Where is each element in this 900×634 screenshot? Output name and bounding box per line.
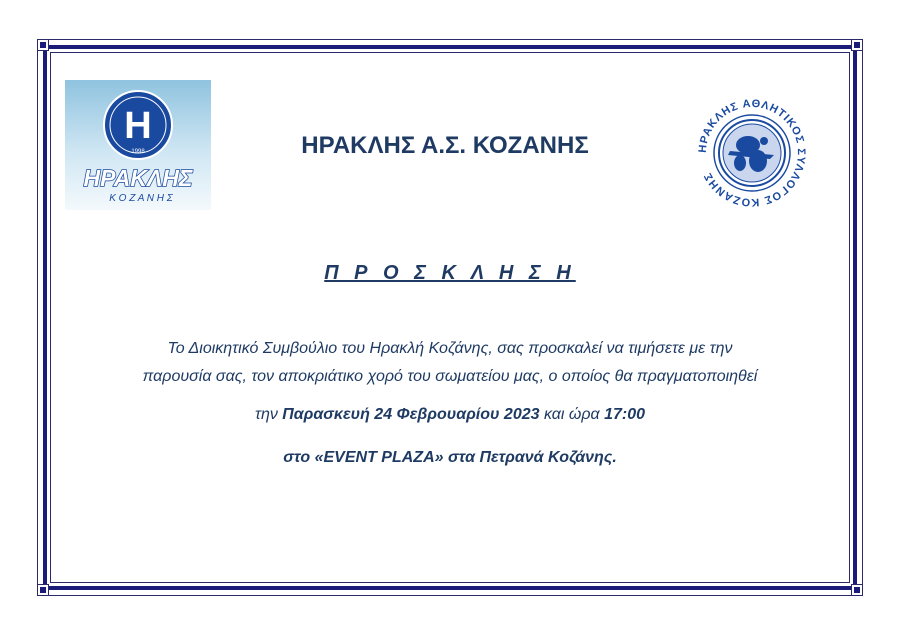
page-title: ΗΡΑΚΛΗΣ Α.Σ. ΚΟΖΑΝΗΣ — [301, 132, 589, 159]
logo-city: Κ Ο Ζ Α Ν Η Σ — [109, 193, 173, 204]
corner-ornament-top-right — [851, 39, 863, 51]
seal-ring-text: ΗΡΑΚΛΗΣ ΑΘΛΗΤΙΚΟΣ ΣΥΛΛΟΓΟΣ ΚΟΖΑΝΗΣ — [696, 97, 808, 209]
invitation-heading: Π Ρ Ο Σ Κ Λ Η Σ Η — [324, 262, 576, 284]
corner-ornament-bottom-left — [37, 584, 49, 596]
event-time: 17:00 — [604, 406, 646, 423]
logo-year: 1998 — [131, 149, 145, 155]
corner-ornament-top-left — [37, 39, 49, 51]
event-venue: στο «EVENT PLAZA» στα Πετρανά Κοζάνης. — [283, 449, 617, 466]
logo-name: ΗΡΑΚΛΗΣ — [83, 165, 193, 191]
invitation-line-3 — [90, 406, 810, 424]
invitation-line-2: παρουσία σας, τον αποκριάτικο χορό του σωματείου μας, ο οποίος θα πραγματοποιηθεί — [142, 368, 758, 385]
corner-ornament-bottom-right — [851, 584, 863, 596]
heraklis-club-logo — [65, 80, 211, 210]
invitation-line-1: Το Διοικητικό Συμβούλιο του Ηρακλή Κοζάνης, σας προσκαλεί να τιμήσετε με την — [167, 340, 733, 357]
event-date: Παρασκευή 24 Φεβρουαρίου 2023 — [282, 406, 540, 423]
date-prefix: την — [254, 406, 283, 423]
athletic-club-seal — [678, 95, 826, 211]
logo-letter: H — [124, 105, 152, 147]
time-prefix: και ώρα — [539, 406, 605, 423]
